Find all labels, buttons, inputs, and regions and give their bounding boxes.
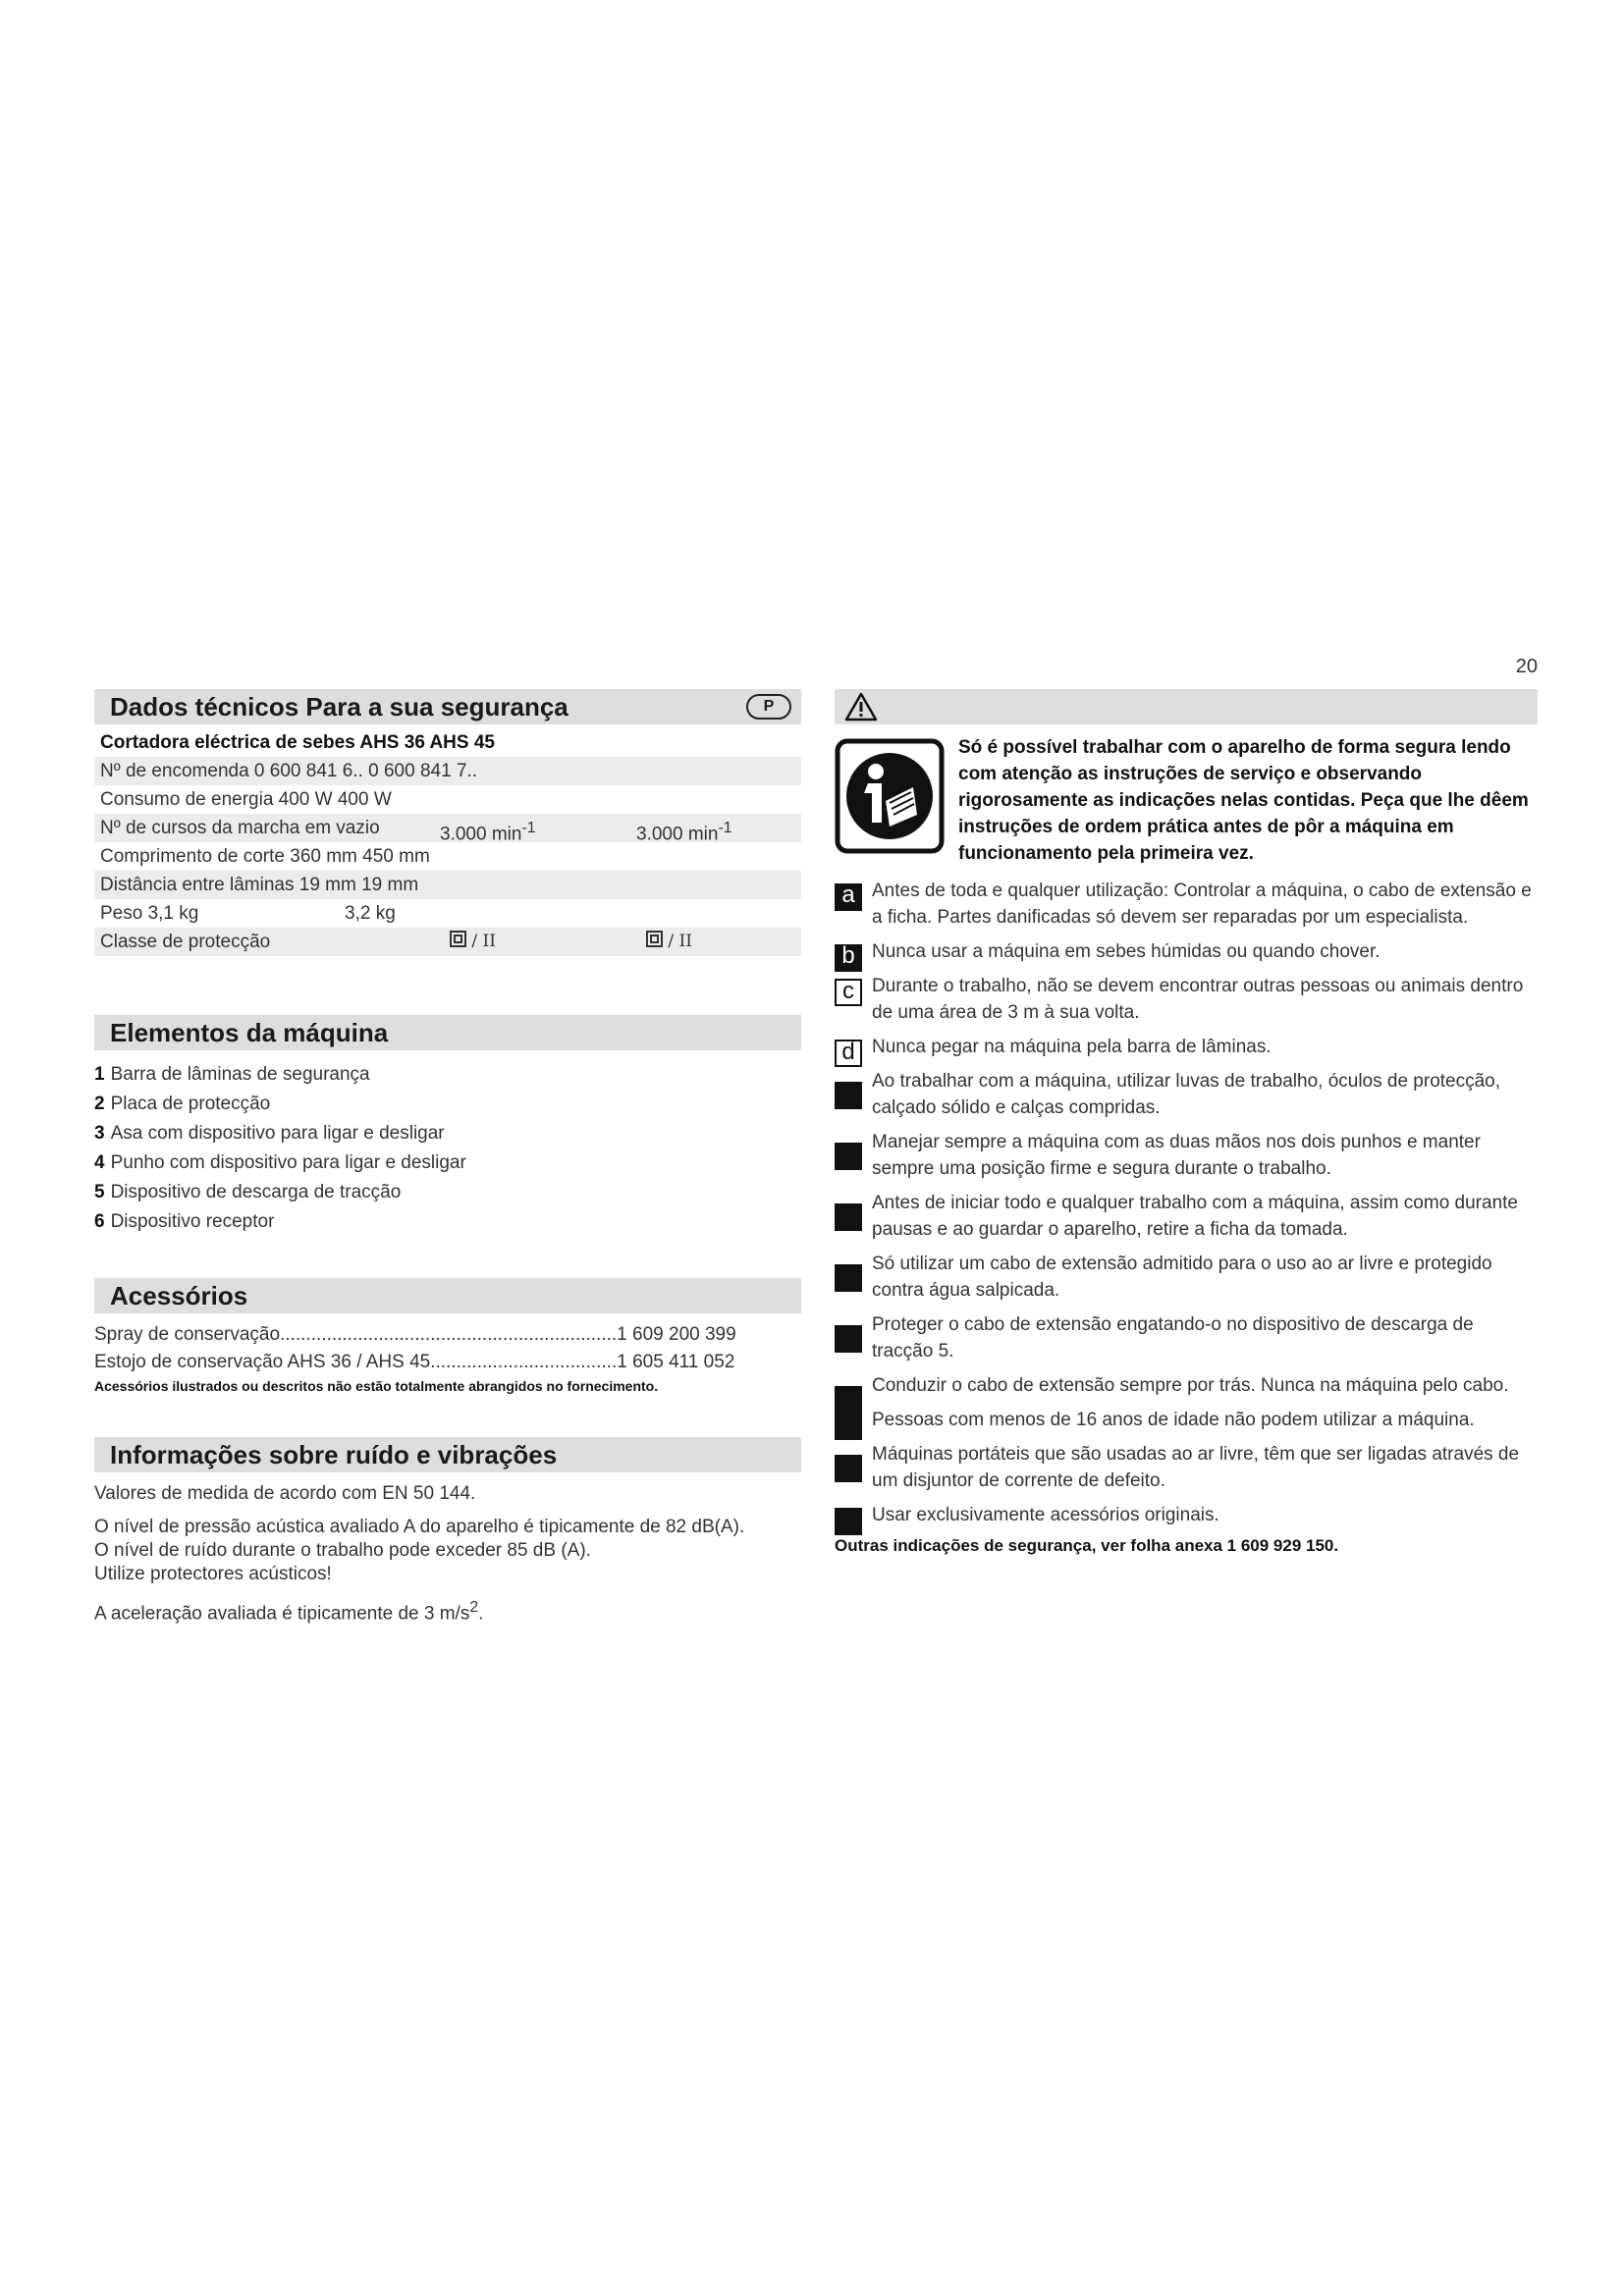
tech-row-order — [94, 757, 801, 785]
list-item: b Nunca usar a máquina em sebes húmidas ou quando chover. — [835, 938, 1538, 965]
list-item: Usar exclusivamente acessórios originais. — [835, 1502, 1538, 1528]
marker-a: a — [835, 883, 862, 911]
safety-intro — [835, 734, 1538, 866]
technical-data-table — [94, 728, 801, 956]
bullet-block — [835, 1508, 862, 1535]
list-item: d Nunca pegar na máquina pela barra de lâminas. — [835, 1034, 1538, 1060]
list-item: 2 Placa de protecção — [94, 1094, 271, 1114]
noise-standard: Valores de medida de acordo com EN 50 144. — [94, 1483, 476, 1504]
marker-c: c — [835, 979, 862, 1006]
accessory-row: Estojo de conservação AHS 36 / AHS 45....................................1 605 411 052 — [94, 1352, 735, 1372]
list-item: 4 Punho com dispositivo para ligar e desligar — [94, 1152, 466, 1173]
tech-row-strokes — [94, 814, 801, 845]
technical-data-heading — [94, 689, 801, 724]
tech-value-1: 3,2 kg — [345, 903, 396, 924]
tech-row-model — [94, 728, 801, 757]
marker-d: d — [835, 1040, 862, 1067]
tech-label: Nº de encomenda 0 600 841 6.. 0 600 841 7.. — [100, 761, 478, 781]
accessory-row: Spray de conservação.................................................................1 609 200 399 — [94, 1324, 736, 1345]
double-insulation-icon — [646, 931, 663, 947]
tech-label: Cortadora eléctrica de sebes AHS 36 AHS 45 — [100, 732, 495, 753]
accessories-section — [94, 1278, 801, 1396]
noise-section — [94, 1437, 801, 1626]
language-badge: P — [746, 694, 791, 720]
tech-label: Distância entre lâminas 19 mm 19 mm — [100, 875, 419, 895]
list-item: Conduzir o cabo de extensão sempre por trás. Nunca na máquina pelo cabo. — [835, 1372, 1538, 1399]
tech-row-power — [94, 785, 801, 814]
page-number: 20 — [1515, 656, 1538, 677]
list-item: Pessoas com menos de 16 anos de idade não podem utilizar a máquina. — [835, 1407, 1538, 1433]
list-item: Máquinas portáteis que são usadas ao ar livre, têm que ser ligadas através de um disjuntor de corrente de defeito. — [835, 1441, 1538, 1494]
safety-final-note: Outras indicações de segurança, ver folha anexa 1 609 929 150. — [835, 1536, 1339, 1555]
bullet-block — [835, 1082, 862, 1109]
tech-row-blade-distance — [94, 871, 801, 899]
machine-elements-list — [94, 1060, 801, 1237]
bullet-block — [835, 1264, 862, 1292]
list-item: 3 Asa com dispositivo para ligar e desligar — [94, 1123, 445, 1144]
right-column — [835, 689, 1538, 1556]
list-item: 5 Dispositivo de descarga de tracção — [94, 1182, 402, 1202]
machine-elements-section — [94, 1015, 801, 1237]
bullet-block — [835, 1203, 862, 1231]
list-item: Proteger o cabo de extensão engatando-o no dispositivo de descarga de tracção 5. — [835, 1311, 1538, 1364]
double-insulation-icon — [450, 931, 466, 947]
tech-row-cut-length — [94, 842, 801, 871]
tech-label: Classe de protecção — [100, 932, 271, 952]
safety-intro-text: Só é possível trabalhar com o aparelho de forma segura lendo com atenção as instruções de serviço e observando rigorosamente as indicações nelas contidas. Peça que lhe dêem instruções de ordem prática antes de pôr a máquina em funcionamento pela primeira vez. — [958, 737, 1529, 864]
noise-vibration: A aceleração avaliada é tipicamente de 3 $m/s^2$. — [94, 1599, 484, 1625]
list-item: Só utilizar um cabo de extensão admitido para o uso ao ar livre e protegido contra água salpicada. — [835, 1251, 1538, 1304]
left-column — [94, 689, 801, 1626]
bullet-block — [835, 1413, 862, 1440]
tech-value-1: 3.000 $\min^{-1}$ — [440, 820, 536, 845]
list-item: Ao trabalhar com a máquina, utilizar luvas de trabalho, óculos de protecção, calçado sólido e calças compridas. — [835, 1068, 1538, 1121]
tech-value-1: / II — [450, 928, 496, 956]
list-item: Antes de iniciar todo e qualquer trabalho com a máquina, assim como durante pausas e ao guardar o aparelho, retire a ficha da tomada. — [835, 1190, 1538, 1243]
tech-row-weight — [94, 899, 801, 928]
accessories-note: Acessórios ilustrados ou descritos não estão totalmente abrangidos no fornecimento. — [94, 1378, 659, 1394]
tech-label: Peso 3,1 kg — [100, 903, 199, 924]
read-manual-icon — [835, 738, 945, 854]
list-item: a Antes de toda e qualquer utilização: Controlar a máquina, o cabo de extensão e a ficha. Partes danificadas só devem ser reparadas por um especialista. — [835, 878, 1538, 931]
list-item: 1 Barra de lâminas de segurança — [94, 1064, 370, 1085]
list-item: Manejar sempre a máquina com as duas mãos nos dois punhos e manter sempre uma posição firme e segura durante o trabalho. — [835, 1129, 1538, 1182]
accessories-list — [94, 1321, 801, 1396]
bullet-block — [835, 1325, 862, 1353]
bullet-block — [835, 1455, 862, 1482]
accessories-heading: Acessórios — [94, 1278, 801, 1313]
warning-icon — [844, 692, 878, 721]
tech-label: Comprimento de corte 360 mm 450 mm — [100, 846, 430, 867]
technical-data-title: Dados técnicos Para a sua segurança — [110, 692, 568, 721]
noise-text — [94, 1482, 801, 1626]
machine-elements-heading: Elementos da máquina — [94, 1015, 801, 1050]
bullet-block — [835, 1143, 862, 1170]
tech-label: Consumo de energia 400 W 400 W — [100, 789, 392, 810]
list-item: c Durante o trabalho, não se devem encontrar outras pessoas ou animais dentro de uma área de 3 m à sua volta. — [835, 973, 1538, 1026]
noise-level: O nível de ruído durante o trabalho pode exceder 85 dB (A). — [94, 1540, 591, 1561]
list-item: 6 Dispositivo receptor — [94, 1211, 275, 1232]
tech-label: Nº de cursos da marcha em vazio — [100, 818, 380, 838]
noise-heading: Informações sobre ruído e vibrações — [94, 1437, 801, 1472]
noise-pressure: O nível de pressão acústica avaliado A do aparelho é tipicamente de 82 dB(A). — [94, 1517, 745, 1537]
marker-b: b — [835, 944, 862, 972]
tech-value-2: 3.000 $\min^{-1}$ — [636, 820, 732, 845]
tech-row-protection-class — [94, 928, 801, 956]
safety-heading — [835, 689, 1538, 724]
tech-value-2: / II — [646, 928, 692, 956]
noise-protection: Utilize protectores acústicos! — [94, 1564, 332, 1584]
safety-list — [835, 878, 1538, 1528]
